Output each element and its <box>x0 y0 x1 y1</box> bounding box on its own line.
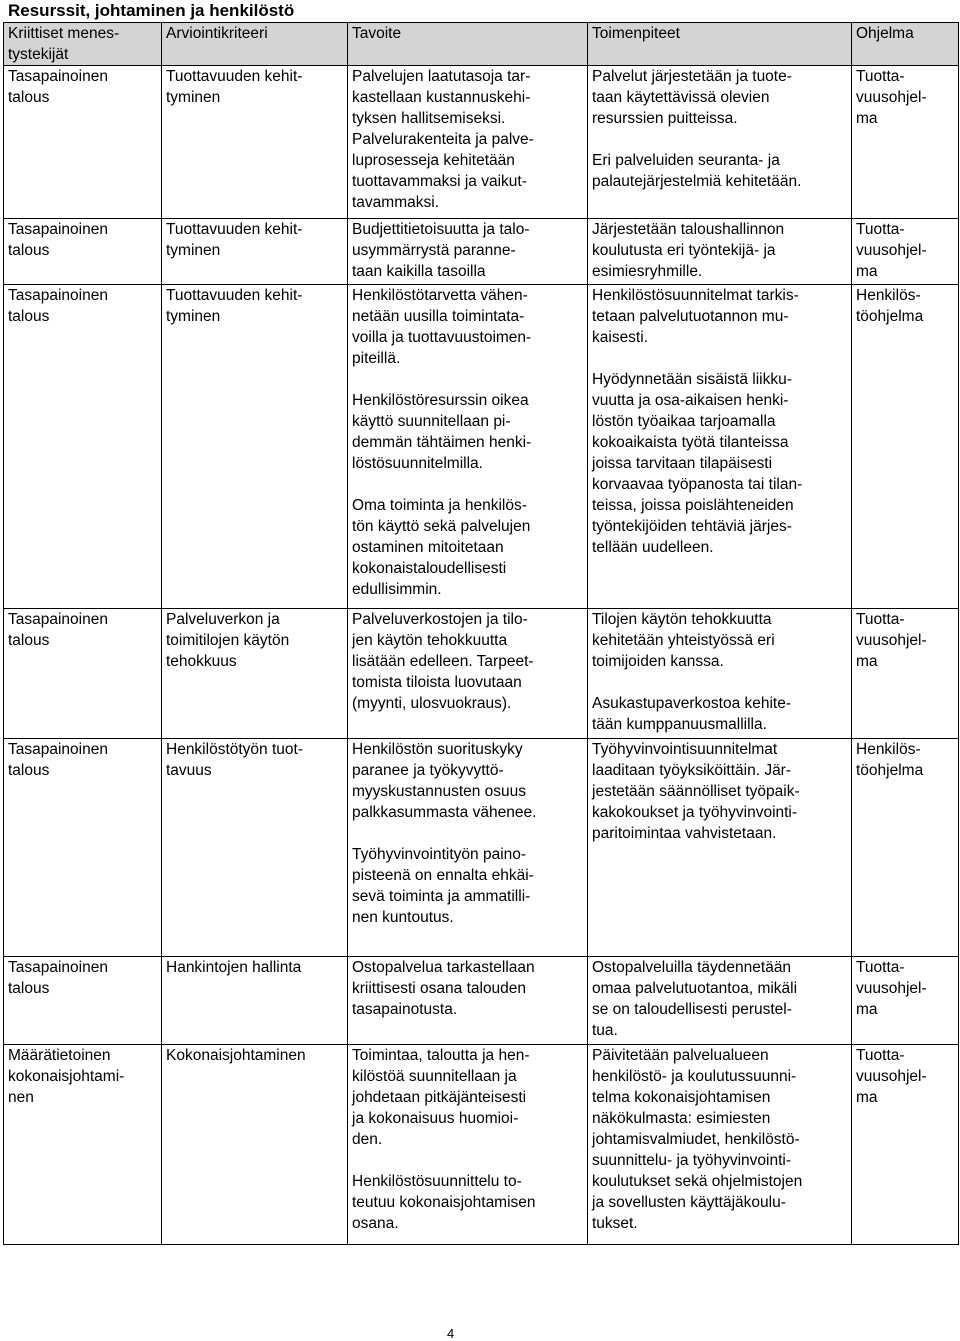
table-row <box>4 219 959 285</box>
success-factor-cell: Määrätietoinen kokonaisjohtami- nen <box>4 1045 162 1245</box>
success-factor-cell: Tasapainoinen talous <box>4 957 162 1045</box>
goal-cell <box>348 739 588 957</box>
criteria-cell: Kokonaisjohtaminen <box>162 1045 348 1245</box>
goal-cell <box>348 285 588 609</box>
action-paragraph: Palvelut järjestetään ja tuote- taan käytettävissä olevien resurssien puitteissa. <box>592 68 792 127</box>
criteria-cell: Tuottavuuden kehit- tyminen <box>162 219 348 285</box>
header-success-factors: Kriittiset menes- tystekijät <box>4 23 162 66</box>
goal-paragraph: Henkilöstösuunnittelu to- teutuu kokonaisjohtamisen osana. <box>352 1173 536 1232</box>
criteria-cell: Henkilöstötyön tuot- tavuus <box>162 739 348 957</box>
header-goal: Tavoite <box>348 23 588 66</box>
actions-cell <box>588 66 852 219</box>
goal-paragraph: Toimintaa, taloutta ja hen- kilöstöä suunnitellaan ja johdetaan pitkäjänteisesti ja kokonaisuus huomioi- den. <box>352 1047 530 1148</box>
table-row <box>4 285 959 609</box>
criteria-cell: Tuottavuuden kehit- tyminen <box>162 285 348 609</box>
goal-cell: Ostopalvelua tarkastellaan kriittisesti osana talouden tasapainotusta. <box>348 957 588 1045</box>
goal-paragraph: Oma toiminta ja henkilös- tön käyttö sekä palvelujen ostaminen mitoitetaan kokonaistaloudellisesti edullisimmin. <box>352 497 531 598</box>
success-factor-cell: Tasapainoinen talous <box>4 219 162 285</box>
table-row <box>4 1045 959 1245</box>
actions-cell: Päivitetään palvelualueen henkilöstö- ja koulutussuunni- telma kokonaisjohtamisen näkökulmasta: esimiesten johtamisvalmiudet, henkilöstö- suunnittelu- ja työhyvinvointi- koulutukset sekä ohjelmistojen ja sovellusten käyttäjäkoulu- tukset. <box>588 1045 852 1245</box>
action-paragraph: Asukastupaverkostoa kehite- tään kumppanuusmallilla. <box>592 695 792 733</box>
criteria-cell: Tuottavuuden kehit- tyminen <box>162 66 348 219</box>
actions-cell <box>588 609 852 739</box>
goal-paragraph: Henkilöstötarvetta vähen- netään uusilla toimintata- voilla ja tuottavuustoimen- piteillä. <box>352 287 532 367</box>
action-paragraph: Tilojen käytön tehokkuutta kehitetään yhteistyössä eri toimijoiden kanssa. <box>592 611 775 670</box>
goal-paragraph: Henkilöstön suorituskyky paranee ja työkyvyttö- myyskustannusten osuus palkkasummasta vähenee. <box>352 741 537 821</box>
program-cell: Tuotta- vuusohjel- ma <box>852 609 959 739</box>
action-paragraph: Hyödynnetään sisäistä liikku- vuutta ja osa-aikaisen henki- löstön työaikaa tarjoamalla kokoaikaista työtä tilanteissa joissa tarvitaan tilapäisesti korvaavaa työpanosta tai tilan- teissa, joissa poislähteneiden työntekijöiden tehtäviä järjes- tellään uudelleen. <box>592 371 803 556</box>
actions-cell: Työhyvinvointisuunnitelmat laaditaan työyksiköittäin. Jär- jestetään säännölliset työpaik- kakokoukset ja työhyvinvointi- paritoimintaa vahvistetaan. <box>588 739 852 957</box>
table-row <box>4 957 959 1045</box>
program-cell: Henkilös- töohjelma <box>852 739 959 957</box>
program-cell: Tuotta- vuusohjel- ma <box>852 1045 959 1245</box>
criteria-cell: Hankintojen hallinta <box>162 957 348 1045</box>
goal-cell: Budjettitietoisuutta ja talo- usymmärrystä paranne- taan kaikilla tasoilla <box>348 219 588 285</box>
action-paragraph: Eri palveluiden seuranta- ja palautejärjestelmiä kehitetään. <box>592 152 802 190</box>
table-row <box>4 66 959 219</box>
table-row <box>4 609 959 739</box>
goal-cell <box>348 1045 588 1245</box>
header-criteria: Arviointikriteeri <box>162 23 348 66</box>
action-paragraph: Henkilöstösuunnitelmat tarkis- tetaan palvelutuotannon mu- kaisesti. <box>592 287 799 346</box>
header-program: Ohjelma <box>852 23 959 66</box>
actions-cell: Järjestetään taloushallinnon koulutusta eri työntekijä- ja esimiesryhmille. <box>588 219 852 285</box>
success-factor-cell: Tasapainoinen talous <box>4 609 162 739</box>
success-factor-cell: Tasapainoinen talous <box>4 66 162 219</box>
criteria-cell: Palveluverkon ja toimitilojen käytön tehokkuus <box>162 609 348 739</box>
page-number: 4 <box>447 1326 455 1341</box>
table-row <box>4 739 959 957</box>
actions-cell: Ostopalveluilla täydennetään omaa palvelutuotantoa, mikäli se on taloudellisesti perustel- tua. <box>588 957 852 1045</box>
goal-cell: Palveluverkostojen ja tilo- jen käytön tehokkuutta lisätään edelleen. Tarpeet- tomista tiloista luovutaan (myynti, ulosvuokraus). <box>348 609 588 739</box>
goal-cell: Palvelujen laatutasoja tar- kastellaan kustannuskehi- tyksen hallitsemiseksi. Palvelurakenteita ja palve- luprosesseja kehitetään tuottavammaksi ja vaikut- tavammaksi. <box>348 66 588 219</box>
program-cell: Tuotta- vuusohjel- ma <box>852 219 959 285</box>
header-actions: Toimenpiteet <box>588 23 852 66</box>
actions-cell <box>588 285 852 609</box>
table-header-row <box>4 23 959 66</box>
page-title: Resurssit, johtaminen ja henkilöstö <box>8 1 295 20</box>
goal-paragraph: Työhyvinvointityön paino- pisteenä on ennalta ehkäi- sevä toiminta ja ammatilli- nen kuntoutus. <box>352 846 534 926</box>
resources-table <box>3 22 959 1245</box>
success-factor-cell: Tasapainoinen talous <box>4 739 162 957</box>
program-cell: Tuotta- vuusohjel- ma <box>852 957 959 1045</box>
success-factor-cell: Tasapainoinen talous <box>4 285 162 609</box>
goal-paragraph: Henkilöstöresurssin oikea käyttö suunnitellaan pi- demmän tähtäimen henki- löstösuunnitelmilla. <box>352 392 532 472</box>
program-cell: Tuotta- vuusohjel- ma <box>852 66 959 219</box>
program-cell: Henkilös- töohjelma <box>852 285 959 609</box>
